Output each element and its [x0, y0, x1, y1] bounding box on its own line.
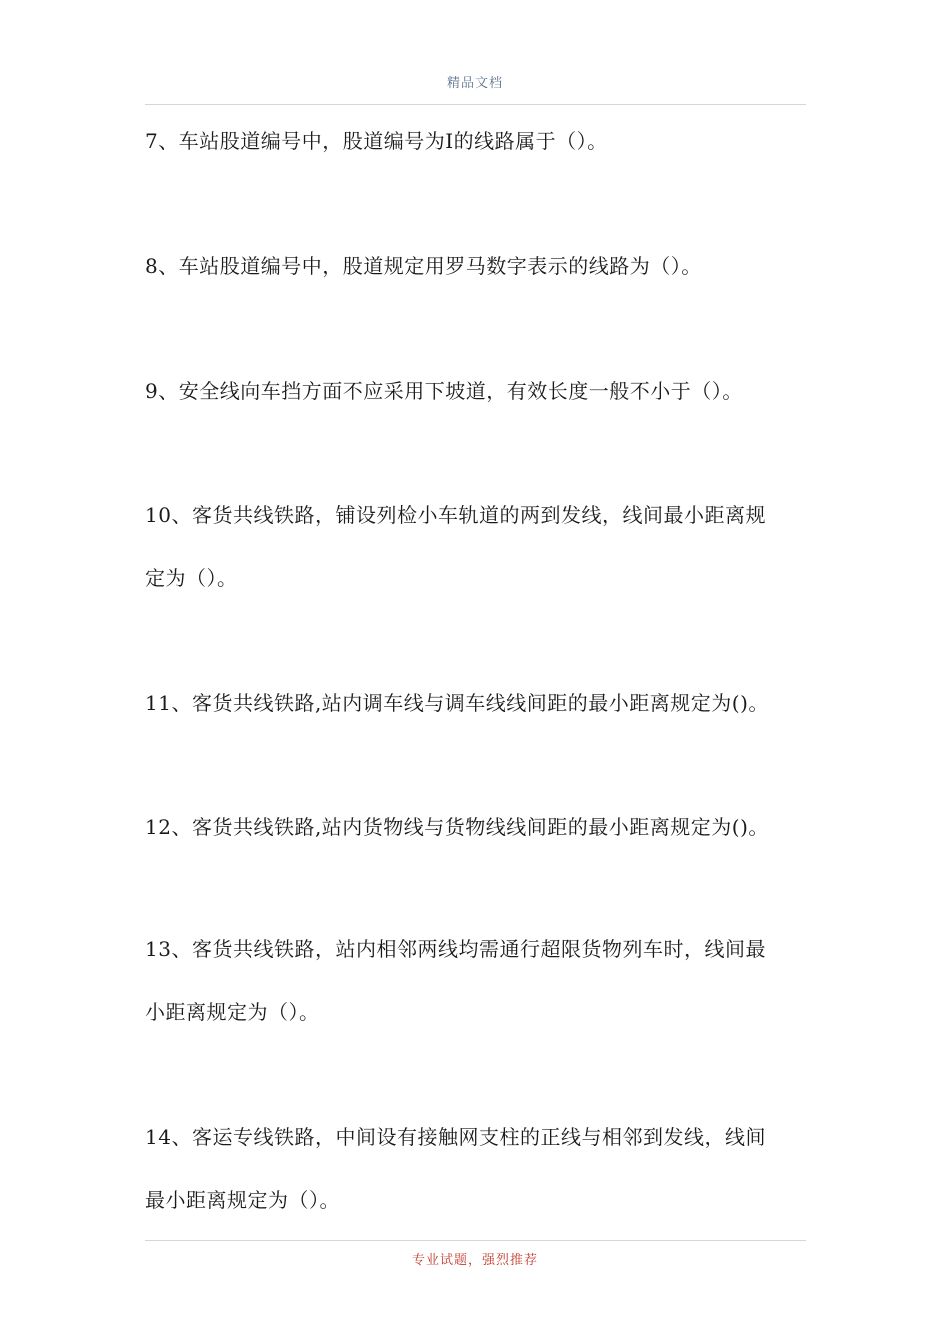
question-line: 定为（）。: [145, 566, 238, 590]
question-line: 11、客货共线铁路,站内调车线与调车线线间距的最小距离规定为()。: [145, 691, 769, 715]
question-10: [145, 484, 806, 610]
question-13: [145, 918, 806, 1044]
question-8: [145, 235, 806, 298]
question-9: [145, 360, 806, 423]
question-14: [145, 1106, 806, 1232]
page-header: 精品文档: [446, 76, 503, 91]
question-7: [145, 110, 806, 173]
header-divider: [145, 104, 806, 105]
question-line: 9、安全线向车挡方面不应采用下坡道，有效长度一般不小于（）。: [145, 379, 743, 403]
question-line: 小距离规定为（）。: [145, 1000, 320, 1024]
page-footer: 专业试题，强烈推荐: [411, 1253, 538, 1268]
question-line: 13、客货共线铁路，站内相邻两线均需通行超限货物列车时，线间最: [145, 937, 766, 961]
question-line: 10、客货共线铁路，铺设列检小车轨道的两到发线，线间最小距离规: [145, 503, 766, 527]
question-line: 最小距离规定为（）。: [145, 1188, 340, 1212]
question-line: 8、车站股道编号中，股道规定用罗马数字表示的线路为（）。: [145, 254, 702, 278]
question-12: [145, 796, 806, 859]
question-line: 14、客运专线铁路，中间设有接触网支柱的正线与相邻到发线，线间: [145, 1125, 766, 1149]
question-11: [145, 672, 806, 735]
question-line: 7、车站股道编号中，股道编号为Ⅰ的线路属于（）。: [145, 129, 608, 153]
footer-divider: [145, 1240, 806, 1241]
question-line: 12、客货共线铁路,站内货物线与货物线线间距的最小距离规定为()。: [145, 815, 769, 839]
